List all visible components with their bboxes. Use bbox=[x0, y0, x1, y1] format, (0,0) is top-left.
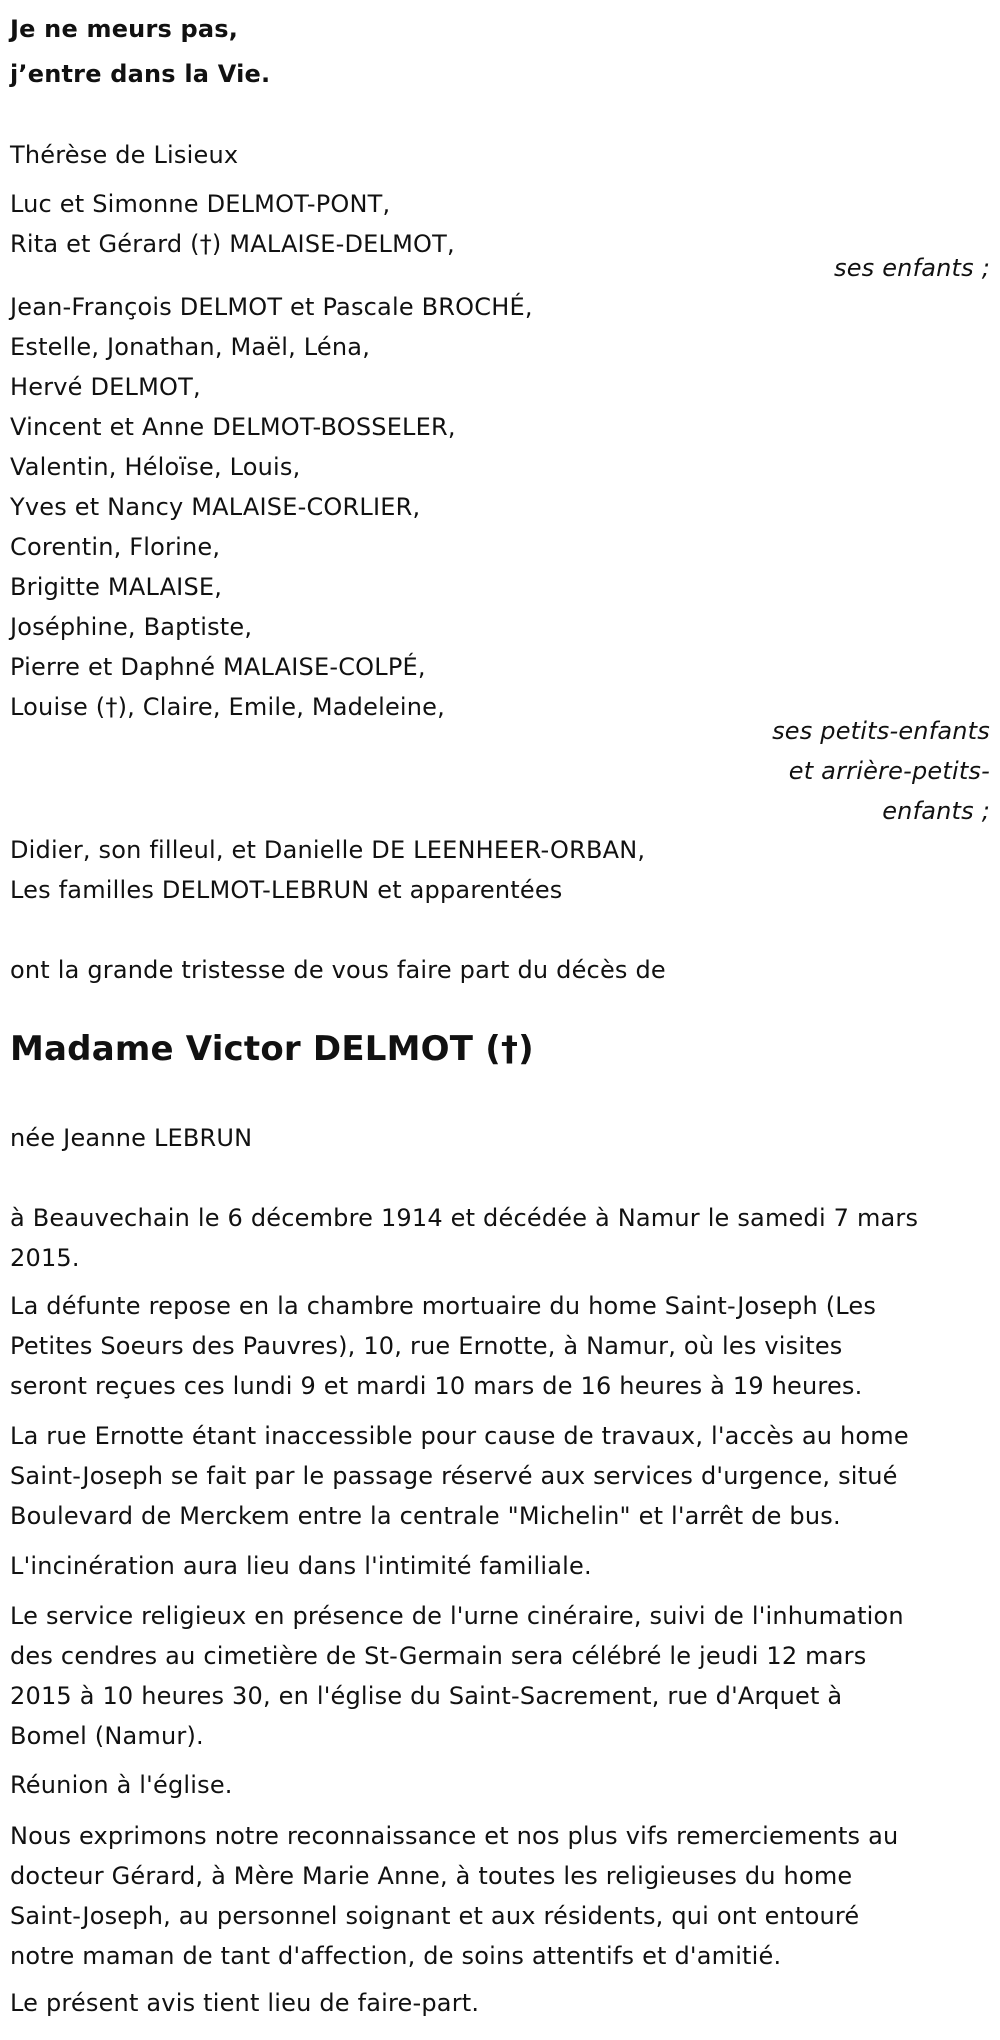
paragraph bbox=[10, 1765, 233, 1805]
family-line: Didier, son filleul, et Danielle DE LEENHEER-ORBAN, bbox=[10, 836, 646, 864]
text-line: Nous exprimons notre reconnaissance et nos plus vifs remerciements au bbox=[10, 1822, 899, 1850]
text-line: ses petits-enfants bbox=[772, 717, 990, 745]
paragraph bbox=[10, 1416, 909, 1536]
paragraph bbox=[10, 1546, 592, 1586]
epigraph-author bbox=[10, 135, 238, 175]
text-line: Hervé DELMOT, bbox=[10, 373, 201, 401]
text-line: Réunion à l'église. bbox=[10, 1771, 233, 1799]
text-line: L'incinération aura lieu dans l'intimité familiale. bbox=[10, 1552, 592, 1580]
text-line: Joséphine, Baptiste, bbox=[10, 613, 253, 641]
text-line: Boulevard de Merckem entre la centrale "Michelin" et l'arrêt de bus. bbox=[10, 1502, 841, 1530]
grandchildren-list bbox=[10, 287, 533, 727]
text-line: Estelle, Jonathan, Maël, Léna, bbox=[10, 333, 371, 361]
grandchildren-role bbox=[772, 711, 990, 831]
text-line: notre maman de tant d'affection, de soins attentifs et d'amitié. bbox=[10, 1942, 782, 1970]
born-name-text: née Jeanne LEBRUN bbox=[10, 1124, 253, 1152]
paragraph bbox=[10, 1983, 479, 2023]
family-line: Rita et Gérard (†) MALAISE-DELMOT, bbox=[10, 230, 455, 258]
text-line: La rue Ernotte étant inaccessible pour cause de travaux, l'accès au home bbox=[10, 1422, 909, 1450]
family-line: Luc et Simonne DELMOT-PONT, bbox=[10, 190, 391, 218]
text-line: Bomel (Namur). bbox=[10, 1722, 204, 1750]
author-text: Thérèse de Lisieux bbox=[10, 141, 239, 169]
text-line: docteur Gérard, à Mère Marie Anne, à toutes les religieuses du home bbox=[10, 1862, 853, 1890]
epigraph-line: Je ne meurs pas, bbox=[10, 15, 239, 43]
text-line: Pierre et Daphné MALAISE-COLPÉ, bbox=[10, 653, 426, 681]
deceased-name-text: Madame Victor DELMOT (†) bbox=[10, 1029, 534, 1069]
text-line: enfants ; bbox=[882, 797, 990, 825]
deceased-name bbox=[10, 1029, 534, 1069]
text-line: et arrière-petits- bbox=[788, 757, 990, 785]
children-role bbox=[834, 248, 990, 288]
text-line: Le service religieux en présence de l'urne cinéraire, suivi de l'inhumation bbox=[10, 1602, 904, 1630]
text-line: Petites Soeurs des Pauvres), 10, rue Ernotte, à Namur, où les visites bbox=[10, 1332, 843, 1360]
text-line: 2015 à 10 heures 30, en l'église du Saint-Sacrement, rue d'Arquet à bbox=[10, 1682, 843, 1710]
born-name bbox=[10, 1118, 252, 1158]
text-line: seront reçues ces lundi 9 et mardi 10 mars de 16 heures à 19 heures. bbox=[10, 1372, 863, 1400]
text-line: Jean-François DELMOT et Pascale BROCHÉ, bbox=[10, 293, 533, 321]
text-line: à Beauvechain le 6 décembre 1914 et décédée à Namur le samedi 7 mars bbox=[10, 1204, 919, 1232]
text-line: Vincent et Anne DELMOT-BOSSELER, bbox=[10, 413, 456, 441]
text-line: Brigitte MALAISE, bbox=[10, 573, 223, 601]
text-line: Saint-Joseph se fait par le passage réservé aux services d'urgence, situé bbox=[10, 1462, 898, 1490]
text-line: Valentin, Héloïse, Louis, bbox=[10, 453, 301, 481]
paragraph bbox=[10, 1596, 904, 1756]
text-line: Le présent avis tient lieu de faire-part. bbox=[10, 1989, 480, 2017]
others-list bbox=[10, 830, 645, 910]
announcement bbox=[10, 950, 666, 990]
text-line: des cendres au cimetière de St-Germain sera célébré le jeudi 12 mars bbox=[10, 1642, 867, 1670]
children-list bbox=[10, 184, 455, 264]
family-line: Les familles DELMOT-LEBRUN et apparentées bbox=[10, 876, 563, 904]
text-line: Yves et Nancy MALAISE-CORLIER, bbox=[10, 493, 421, 521]
text-line: Corentin, Florine, bbox=[10, 533, 221, 561]
role-text: ses enfants ; bbox=[834, 254, 990, 282]
text-line: Saint-Joseph, au personnel soignant et aux résidents, qui ont entouré bbox=[10, 1902, 860, 1930]
text-line: La défunte repose en la chambre mortuaire du home Saint-Joseph (Les bbox=[10, 1292, 877, 1320]
paragraph bbox=[10, 1198, 918, 1278]
paragraph bbox=[10, 1286, 876, 1406]
paragraph bbox=[10, 1816, 898, 1976]
announcement-text: ont la grande tristesse de vous faire part du décès de bbox=[10, 956, 666, 984]
text-line: Louise (†), Claire, Emile, Madeleine, bbox=[10, 693, 445, 721]
epigraph bbox=[10, 7, 270, 97]
epigraph-line: j’entre dans la Vie. bbox=[10, 60, 271, 88]
text-line: 2015. bbox=[10, 1244, 80, 1272]
